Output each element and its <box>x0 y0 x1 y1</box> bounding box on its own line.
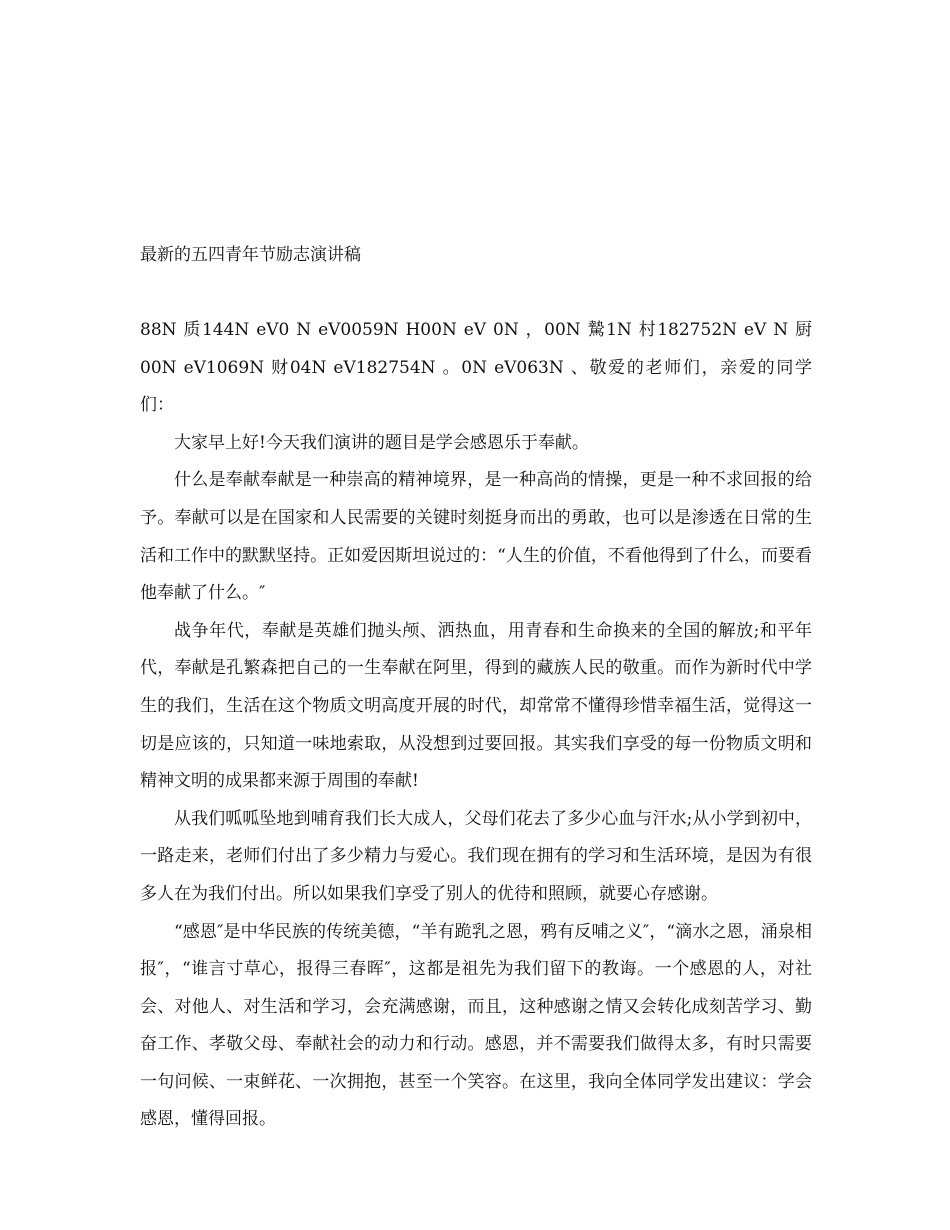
document-body <box>140 236 812 1139</box>
document-title: 最新的五四青年节励志演讲稿 <box>140 245 361 265</box>
paragraph-greeting: 88N 质144N eV0 N eV0059N H00N eV 0N ，00N 騺1N 村182752N eV N 厨00N eV1069N 财04N eV182754N 。0N eV063N 、敬爱的老师们，亲爱的同学们： <box>140 320 812 416</box>
paragraph-topic: 大家早上好!今天我们演讲的题目是学会感恩乐于奉献。 <box>174 432 589 453</box>
paragraph-parents-teachers: 从我们呱呱坠地到哺育我们长大成人，父母们花去了多少心血与汗水;从小学到初中，一路走来，老师们付出了多少精力与爱心。我们现在拥有的学习和生活环境，是因为有很多人在为我们付出。所以如果我们享受了别人的优待和照顾，就要心存感谢。 <box>140 808 812 904</box>
paragraph-gratitude: “感恩″是中华民族的传统美德，“羊有跪乳之恩，鸦有反哺之义″，“滴水之恩，涌泉相报″，“谁言寸草心，报得三春晖″，这都是祖先为我们留下的教诲。一个感恩的人，对社会、对他人、对生活和学习，会充满感谢，而且，这种感谢之情又会转化成刻苦学习、勤奋工作、孝敬父母、奉献社会的动力和行动。感恩，并不需要我们做得太多，有时只需要一句问候、一束鲜花、一次拥抱，甚至一个笑容。在这里，我向全体同学发出建议：学会感恩，懂得回报。 <box>140 921 812 1130</box>
title-spacer <box>140 274 812 312</box>
paragraph-war-and-peace: 战争年代，奉献是英雄们抛头颅、洒热血，用青春和生命换来的全国的解放;和平年代，奉献是孔繁森把自己的一生奉献在阿里，得到的藏族人民的敬重。而作为新时代中学生的我们，生活在这个物质文明高度开展的时代，却常常不懂得珍惜幸福生活，觉得这一切是应该的，只知道一味地索取，从没想到过要回报。其实我们享受的每一份物质文明和精神文明的成果都来源于周围的奉献! <box>140 620 812 792</box>
paragraph-what-is-dedication: 什么是奉献奉献是一种崇高的精神境界，是一种高尚的情操，更是一种不求回报的给予。奉献可以是在国家和人民需要的关键时刻挺身而出的勇敢，也可以是渗透在日常的生活和工作中的默默坚持。正如爱因斯坦说过的：“人生的价值，不看他得到了什么，而要看他奉献了什么。″ <box>140 470 812 604</box>
